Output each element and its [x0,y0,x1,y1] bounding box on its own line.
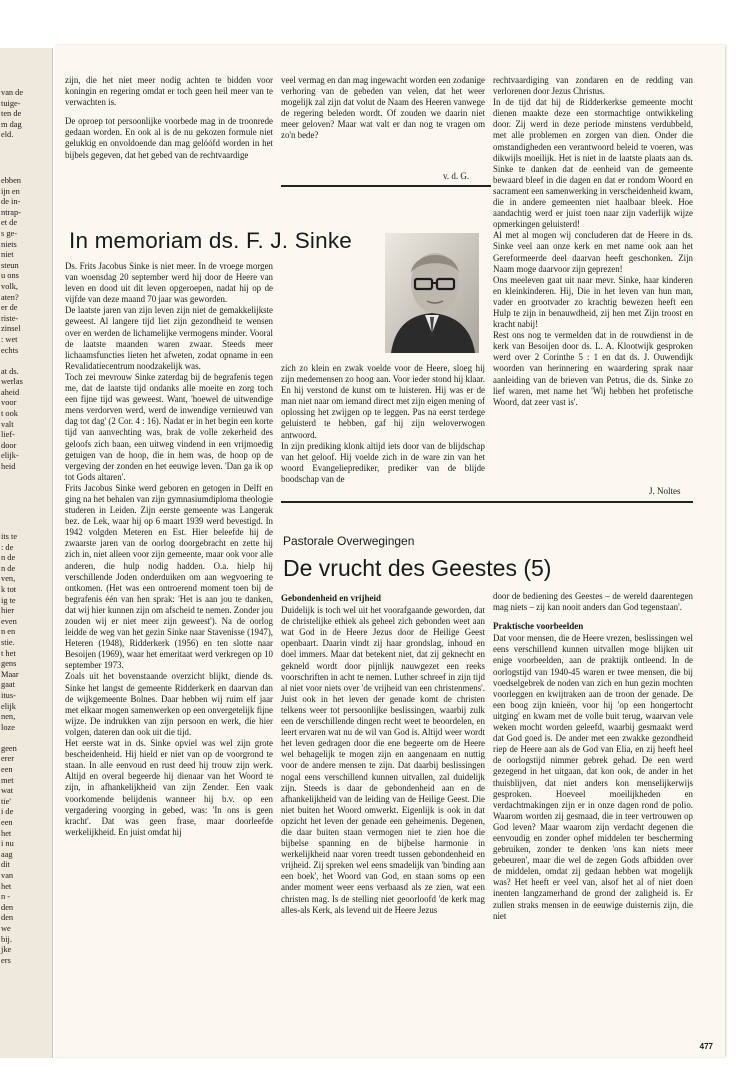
pastorale-column-1 [281,591,485,916]
prev-page-fragment: heid [1,462,16,472]
prev-page-fragment: : wet [1,334,18,344]
top-column-1 [65,75,273,169]
prev-page-fragment: elijk- [1,451,19,461]
prev-page-fragment: met [1,775,14,785]
prev-page-fragment: i de [1,807,14,817]
paragraph: Frits Jacobus Sinke werd geboren en getogen in Delft en ging na het behalen van zijn gymnasiumdiploma theologie studeren in Leiden. Zijn eerste gemeente was Langerak bez. de Lek, waar hij op 6 maart 1939 werd bevestigd. In 1942 volgden Meteren en Est. Hier beleefde hij de zwaarste jaren van de oorlog doorgebracht en zette hij zich in, niet alleen voor zijn gemeente, maar ook voor alle anderen, die hulp nodig hadden. O.a. hielp hij verschillende Joden onderduiken om aan wegvoering te ontkomen. (Het was een ontroerend moment toen bij de begrafenis één van hen sprak: 'Het is aan jou te danken, dat wij hier kunnen zijn om afscheid te nemen. Zonder jou zouden wij er niet meer zijn geweest'). Na de oorlog leidde de weg van het gezin Sinke naar Stavenisse (1947), Heteren (1948), Ridderkerk (1956) en ten slotte naar Besoijen (1969), waar het emeritaat werd verkregen op 10 september 1973. [65,482,273,671]
prev-page-fragment: ten de [1,109,22,119]
prev-page-fragment [0,733,19,744]
prev-page-fragment: echts [1,345,19,355]
prev-page-fragment: its te [1,532,18,541]
prev-page-fragment: : de [1,542,14,552]
memoriam-column-1 [65,261,273,838]
pastorale-kicker: Pastorale Overwegingen [283,534,415,548]
prev-page-fragment: n de [1,553,16,563]
prev-page-fragment: het [1,828,12,838]
top-column-2 [281,75,485,150]
paragraph: Toch zei mevrouw Sinke zaterdag bij de begrafenis tegen me, dat de laatste tijd ondanks alle moeite en zorg toch een fijne tijd was geweest. Want, 'hoewel de uitwendige mens verdorven werd, werd de inwendige vernieuwd van dag tot dag' (2 Cor. 4 : 16). Nadat er in het begin een korte tijd van aanvechting was, brak de volle zekerheid des geloofs zich baan, een uitweg vindend in een vrijmoedig getuigen van de hoop, die in hem was, de hoop op de vergeving der zonden en het eeuwige leven. 'Dan ga ik op tot Gods altaren'. [65,371,273,482]
prev-page-fragment: een [1,818,13,828]
prev-page-fragment: voor [1,398,17,408]
prev-page-fragment: door [1,440,17,450]
prev-page-fragment: valt [1,419,14,429]
section-heading: Gebondenheid en vrijheid [281,593,382,603]
prev-page-fragment: n de [1,563,16,573]
memoriam-column-3 [493,75,693,408]
prev-page-fragment: aag [1,849,13,859]
paragraph: rechtvaardiging van zondaren en de redding van verlorenen door Jezus Christus. [493,75,693,97]
prev-page-fragment: ijn en [1,186,20,196]
prev-page-fragment: m dag [1,119,22,129]
prev-page-fragment: aten? [1,292,19,302]
prev-page-fragment: stie. [1,637,15,647]
paragraph: Ons meeleven gaat uit naar mevr. Sinke, haar kinderen en kleinkinderen. Hij, Die in het leven van hun man, vader en grootvader zo krachtig bewezen heeft een Hulp te zijn in benauwdheid, zij hen met Zijn troost en kracht nabij! [493,274,693,330]
prev-page-fragment: zinsel [1,324,21,334]
page-number: 477 [699,1042,713,1051]
prev-page-fragment: hier [1,606,15,616]
prev-page-fragment: riste- [1,313,19,323]
prev-page-fragment: ig te [1,595,16,605]
prev-page-fragment: ebben [1,176,21,185]
prev-page-fragment: we [1,923,11,933]
paragraph: Rest ons nog te vermelden dat in de rouwdienst in de kerk van Besoijen door ds. L. A. Klootwijk gesproken werd over 2 Corinthe 5 : 1 en dat ds. J. Ouwendijk woorden van herinnering en waardering sprak naar aanleiding van de brieven van Petrus, die ds. Sinke zo lief waren, met name het 'Wij hebben het profetische Woord, dat zeer vast is'. [493,330,693,407]
paragraph: Zoals uit het bovenstaande overzicht blijkt, diende ds. Sinke het langst de gemeente Ridderkerk en daarvan dan de wijkgemeente Bolnes. Daar hebben wij ruim elf jaar met elkaar mogen samenwerken op een onvergetelijk fijne wijze. De indrukken van zijn persoon en werk, die hier volgen, dateren dan ook uit die tijd. [65,671,273,737]
prev-page-fragment: niets [1,239,17,249]
prev-page-fragment: geen [1,743,17,753]
prev-page-fragment: dit [1,860,10,870]
prev-page-fragment: t ook [1,409,18,419]
prev-page-fragment: wat [1,786,14,796]
paragraph: zich zo klein en zwak voelde voor de Heere, sloeg hij zijn medemensen zo hoog aan. Voor ieder stond hij klaar. En hij verstond de kunst om te luisteren. Hij was er de man niet naar om iemand direct met zijn eigen mening of oplossing het zwijgen op te leggen. Pas na eerst terdege geluisterd te hebben, gaf hij zijn weloverwogen antwoord. [281,363,485,440]
prev-page-fragment: bij. [1,934,12,944]
prev-page-fragment: jke [1,945,12,955]
prev-page-fragment: van [1,871,14,880]
paragraph: De oproep tot persoonlijke voorbede mag in de troonrede gedaan worden. En ook al is de nu gekozen formule niet gelukkig en onvoldoende dan mag gelóófd worden in het bijbels gegeven, dat het gebed van de rechtvaardige [65,116,273,160]
section-rule [281,501,693,503]
prev-page-fragment: n - [1,892,11,902]
previous-page-edge [0,48,53,1058]
prev-page-fragment: tuige- [1,98,21,108]
prev-page-mid-column [0,176,23,473]
prev-page-fragment: ers [1,955,11,965]
prev-page-fragment: gens [1,659,17,669]
paragraph: Ds. Frits Jacobus Sinke is niet meer. In de vroege morgen van woensdag 20 september werd hij door de Heere van leven en dood uit dit leven opgeroepen, nadat hij op de vijfde van deze maand 70 jaar was geworden. [65,261,273,305]
magazine-page [55,45,725,1057]
prev-page-fragment: elijk [1,701,16,711]
prev-page-fragment: t het [1,648,16,658]
prev-page-fragment: het [1,881,12,891]
prev-page-fragment: ven, [1,574,16,584]
prev-page-low-column [0,532,19,966]
prev-page-fragment: gaat [1,680,15,690]
prev-page-fragment: loze [1,722,15,732]
portrait-photo [385,233,479,353]
pastorale-column-2 [493,591,693,922]
prev-page-fragment: werlas [1,377,23,387]
section-rule [281,185,491,187]
prev-page-fragment: van de [1,88,24,97]
prev-page-fragment: i nu [1,839,14,849]
prev-page-fragment: erer [1,754,15,764]
top-signature: v. d. G. [443,171,470,181]
prev-page-fragment: eld. [1,130,14,140]
prev-page-fragment [0,356,23,367]
prev-page-fragment: een [1,765,13,775]
memoriam-title: In memoriam ds. F. J. Sinke [69,228,352,253]
prev-page-top-column [0,88,23,141]
paragraph: Dat voor mensen, die de Heere vrezen, beslissingen wel eens verschillend kunnen uitvallen moge blijken uit enige voorbeelden, aan de praktijk ontleend. In de oorlogstijd van 1940-45 waren er twee mensen, die bij voedselgebrek de noden van zich en hun gezin mochten voorleggen en kwijtraken aan de troon der genade. De een boog zijn knieën, voor hij 'op een hongertocht uitging' en kwam met de volle buit terug, waarvan vele weken mocht worden geleefd, waarbij gesmaakt werd dat God goed is. De ander met een zwakke gezondheid riep de Heere aan als de God van Elia, en zij heeft heel de oorlogstijd nimmer gebrek gehad. De een werd gezegend in het uitgaan, dat kon ook, de ander in het thuisblijven, dat niet anders kon menselijkerwijs gesproken. Hoeveel moeilijkheden en verdachtmakingen zijn er in onze dagen rond de polio. Waarom worden zij gesmaad, die in teer vertrouwen op God leven? Maar waarom zijn verdacht degenen die eenvoudig en zonder ophef middelen ter bescherming gebruiken, zonder te denken 'ons kan niets meer gebeuren', maar die wel de zegen Gods afbidden over de middelen, omdat zij gedaan hebben wat mogelijk was? Het heeft er veel van, alsof het al of niet doen inenten langzamerhand de grond der zaligheid is. Er zullen straks mensen in de eeuwige duisternis zijn, die niet [493,633,693,921]
paragraph: Het eerste wat in ds. Sinke opviel was wel zijn grote bescheidenheid. Hij hield er niet van op de voorgrond te staan. In alle eenvoud en rust deed hij trouw zijn werk. Altijd en overal begeerde hij dienaar van het Woord te zijn, in afhankelijkheid van zijn Zender. Een vaak voorkomende belijdenis wanneer hij b.v. op een vergadering voorging in gebed, was: 'In ons is geen kracht'. Dat was geen frase, maar doorleefde werkelijkheid. En juist omdat hij [65,738,273,837]
paragraph: In zijn prediking klonk altijd iets door van de blijdschap van het geloof. Hij voelde zich in de ware zin van het woord Evangelieprediker, prediker van de blijde boodschap van de [281,440,485,484]
paragraph: Al met al mogen wij concluderen dat de Heere in ds. Sinke veel aan onze kerk en met name ook aan het Gereformeerde deel daarvan heeft geschonken. Zijn Naam moge daarvoor zijn geprezen! [493,230,693,274]
prev-page-fragment: volk, [1,281,18,291]
paragraph: zijn, die het niet meer nodig achten te bidden voor koningin en regering omdat er toch geen heil meer van te verwachten is. [65,75,273,108]
paragraph: In de tijd dat hij de Ridderkerkse gemeente mocht dienen maakte deze een stormachtige ontwikkeling door. Zij werd in deze periode minstens verdubbeld, met alle problemen en zorgen van dien. Onder die omstandigheden een verantwoord beleid te voeren, was dikwijls moeilijk. Het is niet in de laatste plaats aan ds. Sinke te danken dat de eenheid van de gemeente bewaard bleef in die dagen en dat er rondom Woord en sacrament een samenwerking in verscheidenheid kwam, die in andere gemeenten niet haalbaar bleek. Hoe aandachtig werd er juist toen naar zijn vaderlijk wijze opmerkingen geluisterd! [493,97,693,230]
prev-page-fragment: er de [1,303,18,313]
section-heading: Praktische voorbeelden [493,621,584,632]
prev-page-fragment: nen, [1,712,16,722]
memoriam-signature: J. Noltes [649,486,681,496]
prev-page-fragment: u ons [1,271,19,281]
prev-page-fragment: ntrap- [1,207,21,217]
prev-page-fragment: et de [1,218,18,228]
pastorale-title: De vrucht des Geestes (5) [283,555,552,581]
prev-page-fragment: s ge- [1,228,18,238]
prev-page-fragment: den [1,902,14,912]
prev-page-fragment: aheid [1,387,20,397]
prev-page-fragment: lief- [1,430,15,440]
paragraph: Duidelijk is toch wel uit het voorafgaande geworden, dat de christelijke ethiek als geheel zich gebonden weet aan wat God in de Heere Jezus door de Heilige Geest openbaart. Daarin vindt zij haar grondslag, inhoud en doel immers. Maar dat betekent niet, dat zij geknecht en gekneld wordt door pijnlijk nauwgezet een reeks voorschriften in acht te nemen. Luther schreef in zijn tijd al niet voor niets over 'de vrijheid van een christenmens'. Juist ook in het leven der genade komt de christen telkens weer tot persoonlijke beslissingen, waarbij zulk een de verschillende dingen recht weet te beoordelen, en leert ervaren wat nu de wil van God is. Altijd weer wordt het leven gedragen door die ene begeerte om de Heere wel behagelijk te mogen zijn en aangenaam en nuttig voor de andere mensen te zijn. Dat daarbij beslissingen nogal eens verschillend kunnen uitvallen, zal duidelijk zijn. Steeds is daar de gebondenheid aan en de afhankelijkheid van de leiding van de Heilige Geest. Die niet buiten het Woord omwerkt. Eigenlijk is ook in dat opzicht het leven der genade een geheimenis. Degenen, die daar buiten staan vermogen niet te zien hoe die bijbelse spanning en de bijbelse harmonie in werkelijkheid naar voren treedt tussen gebondenheid en vrijheid. Zij spreken wel eens smadelijk van 'binding aan een boek', het Woord van God, en staan soms op een ander moment weer eens verbaasd als ze zien, wat een christen mag. Is de stelling niet geoorloofd 'de kerk mag alles-als Kerk, als levend uit de Heere Jezus [281,605,485,915]
prev-page-fragment: Maar [1,669,19,679]
memoriam-column-2 [281,363,485,485]
prev-page-fragment: k tot [1,584,17,594]
prev-page-fragment: n en [1,627,16,637]
prev-page-fragment: itus- [1,690,16,700]
prev-page-fragment: de in- [1,197,21,207]
prev-page-fragment: niet [1,250,14,260]
paragraph: door de bediening des Geestes – de wereld daarentegen mag niets – zij kan nooit anders dan God tegenstaan'. [493,591,693,613]
prev-page-fragment: tie' [1,796,11,806]
prev-page-fragment: den [1,913,14,923]
prev-page-fragment: at ds. [1,366,19,376]
paragraph: veel vermag en dan mag ingewacht worden een zodanige verhoring van de gebeden van velen, dat het weer mogelijk zal zijn dat volut de Naam des Heeren vanwege de regering beleden wordt. Of zouden we daarin niet meer geloven? Maar wat valt er dan nog te vragen om zo'n bede? [281,75,485,141]
paragraph: De laatste jaren van zijn leven zijn niet de gemakkelijkste geweest. Al langere tijd liet zijn gezondheid te wensen over en werden de lichamelijke vermogens minder. Vooral de laatste maanden waren zwaar. Steeds meer lichaamsfuncties lieten het afweten, zodat opname in een Revalidatiecentrum noodzakelijk was. [65,305,273,371]
prev-page-fragment: even [1,616,17,626]
prev-page-fragment: steun [1,260,19,270]
